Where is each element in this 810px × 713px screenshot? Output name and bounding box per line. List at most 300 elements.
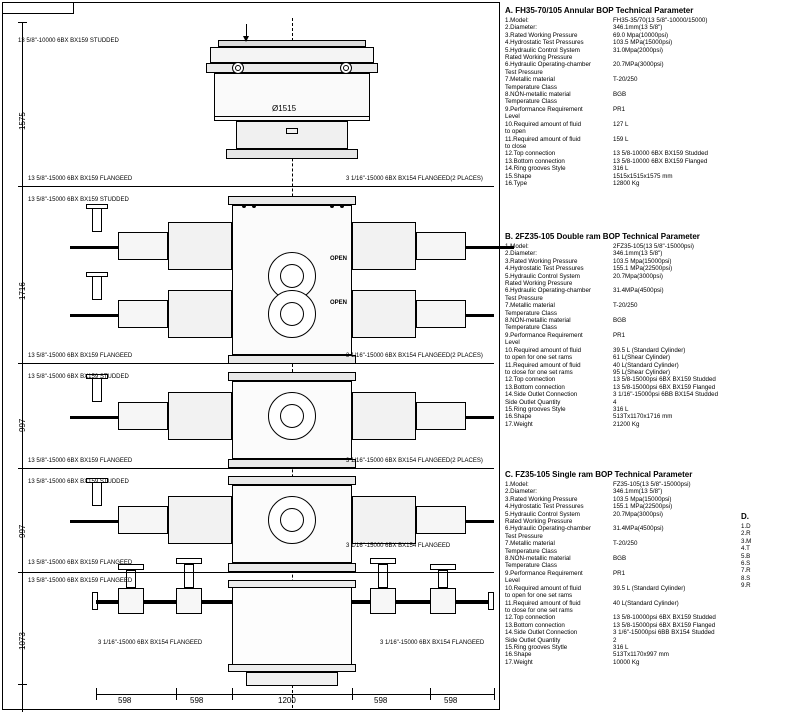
spec-value	[613, 113, 810, 120]
annotation-9: 3 1/16"-15000 6BX BX154 FLANGEED(2 PLACES)	[346, 458, 483, 464]
bottom-dim-598a: 598	[118, 696, 132, 705]
spec-value: 39.5 L (Standard Cylinder)	[613, 584, 686, 592]
spec-row	[505, 84, 810, 91]
spec-row	[505, 61, 810, 68]
double-bonnet-left-upper	[168, 222, 232, 270]
spec-value: 3 1/16"-15000psi 6BB BX154 Studded	[613, 391, 719, 399]
spec-row	[505, 54, 810, 61]
spec-row	[505, 637, 810, 644]
spec-value: 13 5/8-10000psi 6BX BX159 Studded	[613, 614, 716, 622]
spec-value: 31.4MPa(4500psi)	[613, 287, 664, 295]
spec-value: 103.5 MPa(15000psi)	[613, 39, 673, 47]
spec-value: FZ35-105(13 5/8"-15000psi)	[613, 481, 691, 488]
single1-bonnet-left	[168, 392, 232, 440]
left-outlet-pipe	[96, 600, 232, 604]
spec-row	[505, 258, 810, 265]
spec-key: 6.Hydraulic Operating-chamber	[505, 61, 591, 69]
spec-row	[505, 376, 810, 383]
diameter-dim-line	[214, 116, 370, 117]
double-cylinder-left-lower	[118, 300, 168, 328]
spec-row	[505, 481, 810, 488]
spec-row	[505, 496, 810, 503]
spec-key: 3.Rated Working Pressure	[505, 31, 578, 39]
spec-value: T-20/250	[613, 540, 638, 548]
spec-row	[505, 399, 810, 406]
spec-value: PR1	[613, 569, 626, 577]
spec-key: 3.Rated Working Pressure	[505, 495, 578, 503]
spec-value: 21200 Kg	[613, 420, 640, 428]
spec-row	[505, 413, 810, 420]
annotation-top-studded: 13 5/8"-10000 6BX BX159 STUDDED	[18, 38, 119, 44]
spec-key: 11.Required amount of fluid	[505, 599, 581, 607]
spool-bottom-flange	[228, 664, 356, 672]
spec-value: 13 5/8-15000psi 6BX BX159 Flanged	[613, 621, 716, 629]
spec-key: 1.Model:	[505, 481, 529, 488]
spec-key: Temperature Class	[505, 562, 557, 570]
spec-value: 10000 Kg	[613, 658, 640, 666]
spec-value: 39.5 L (Standard Cylinder)	[613, 346, 686, 354]
spec-row: 1.D	[741, 523, 751, 530]
single1-cylinder-right	[416, 402, 466, 430]
spec-row	[505, 98, 810, 105]
open-label-1: OPEN	[330, 256, 348, 262]
spec-row	[505, 629, 810, 636]
spec-row	[505, 614, 810, 621]
indicator-dot	[330, 204, 334, 208]
double-bonnet-left-lower	[168, 290, 232, 338]
spec-value: 316 L	[613, 165, 629, 173]
spec-row	[505, 287, 810, 294]
spec-key: 12.Top connection	[505, 150, 556, 158]
spec-key: to open	[505, 128, 526, 136]
spec-row	[505, 150, 810, 157]
bottom-dim-598d: 598	[444, 696, 458, 705]
section-divider-3	[24, 468, 494, 469]
spec-key: 10.Required amount of fluid	[505, 120, 582, 128]
double-stem-cap-left-lower	[86, 272, 108, 277]
annotation-7: 13 5/8"-15000 6BX BX159 FLANGEED	[28, 458, 133, 464]
spec-value	[613, 310, 810, 317]
bottom-dim-598b: 598	[190, 696, 204, 705]
dim-tick	[18, 684, 27, 685]
spec-value: 159 L	[613, 135, 629, 143]
spec-row	[505, 106, 810, 113]
gate-valve-left-1-handwheel	[118, 564, 144, 570]
single1-rod-left	[70, 416, 118, 419]
spec-value	[613, 143, 810, 150]
spec-key: Test Pressure	[505, 294, 543, 302]
annotation-11: 13 5/8"-15000 6BX BX159 FLANGEED	[28, 578, 133, 584]
spec-row	[505, 136, 810, 143]
spec-value: 31.0Mpa(2000psi)	[613, 46, 663, 54]
bottom-dim-tick	[232, 688, 233, 700]
spec-key: Rated Working Pressure	[505, 54, 573, 62]
annotation-8: 13 5/8"-15000 6BX BX159 STUDDED	[28, 479, 129, 485]
section-divider-1	[24, 186, 494, 187]
spec-row	[505, 47, 810, 54]
single1-stem-cap-left	[86, 374, 108, 379]
spec-row	[505, 384, 810, 391]
double-cylinder-right-upper	[416, 232, 466, 260]
spec-key: 9.Performance Requirement	[505, 105, 583, 113]
spec-key: 10.Required amount of fluid	[505, 584, 582, 592]
spec-row	[505, 421, 810, 428]
spec-key: 8.NON-metallic material	[505, 317, 571, 325]
spec-key: to close	[505, 142, 527, 150]
lifting-lug-hole-left	[235, 65, 241, 71]
spec-row	[505, 265, 810, 272]
gate-valve-right-1-body	[370, 588, 396, 614]
spec-key: 6.Hydraulic Operating-chamber	[505, 287, 591, 295]
spec-value: 155.1 MPa(22500psi)	[613, 265, 673, 273]
spec-row	[505, 659, 810, 666]
spec-key: 11.Required amount of fluid	[505, 135, 581, 143]
spec-row	[505, 76, 810, 83]
spec-key: to open for one set rams	[505, 592, 573, 600]
spec-row	[505, 143, 810, 150]
spec-row	[505, 180, 810, 187]
single1-cylinder-left	[118, 402, 168, 430]
spec-row	[505, 332, 810, 339]
spec-key: 3.Rated Working Pressure	[505, 257, 578, 265]
spec-key: 1.Model:	[505, 17, 529, 24]
spec-value: T-20/250	[613, 76, 638, 84]
spec-key: 15.Ring grooves Style	[505, 405, 566, 413]
spec-row	[505, 488, 810, 495]
spec-section-d-rows	[741, 523, 810, 590]
spec-value: BGB	[613, 91, 627, 99]
spec-key: 14.Ring grooves Style	[505, 165, 566, 173]
dim-tick	[18, 22, 27, 23]
spec-value: 316 L	[613, 643, 629, 651]
spec-row	[505, 165, 810, 172]
double-bore-inner	[280, 264, 304, 288]
spec-key: 5.Hydraulic Control System	[505, 510, 580, 518]
annular-body	[214, 73, 370, 121]
annotation-5: 13 5/8"-15000 6BX BX159 STUDDED	[28, 374, 129, 380]
annotation-left-outlet: 3 1/16"-15000 6BX BX154 FLANGEED	[98, 640, 203, 646]
spec-key: 14.Side Outlet Connection	[505, 391, 578, 399]
spec-section-a	[505, 6, 810, 187]
annotation-3: 3 1/16"-15000 6BX BX154 FLANGEED(2 PLACES)	[346, 176, 483, 182]
spec-value: 40 L(Standard Cylinder)	[613, 361, 679, 369]
spec-row	[505, 273, 810, 280]
spec-key: 5.Hydraulic Control System	[505, 46, 580, 54]
spec-value: 13 5/8-15000psi 6BX BX159 Studded	[613, 376, 716, 384]
single1-bottom-flange	[228, 459, 356, 468]
bottom-dim-tick	[494, 688, 495, 700]
spec-row	[505, 651, 810, 658]
double-bore-inner-2	[280, 302, 304, 326]
spec-value: 95 L(Shear Cylinder)	[613, 368, 671, 376]
spec-value: 12800 Kg	[613, 179, 640, 187]
bottom-dim-tick	[352, 688, 353, 700]
drilling-spool-body	[232, 580, 352, 672]
spec-value: 13 5/8-15000psi 6BX BX159 Flanged	[613, 383, 716, 391]
spec-key: Level	[505, 577, 520, 585]
spec-key: 12.Top connection	[505, 614, 556, 622]
bottom-dim-tick	[176, 688, 177, 700]
spec-section-c-heading: C. FZ35-105 Single ram BOP Technical Parameter	[505, 470, 693, 479]
spec-row	[505, 39, 810, 46]
title-marker-box	[2, 2, 74, 14]
spec-value: 346.1mm(13 5/8")	[613, 24, 663, 32]
single2-bonnet-right	[352, 496, 416, 544]
double-bonnet-right-upper	[352, 222, 416, 270]
single2-cylinder-right	[416, 506, 466, 534]
spec-section-b-heading: B. 2FZ35-105 Double ram BOP Technical Parameter	[505, 232, 700, 241]
spec-key: 4.Hydrostatic Test Pressures	[505, 39, 584, 47]
spec-key: 15.Ring grooves Stytle	[505, 643, 568, 651]
spec-row	[505, 310, 810, 317]
annotation-right-outlet: 3 1/16"-15000 6BX BX154 FLANGEED	[380, 640, 485, 646]
spec-value	[613, 98, 810, 105]
spec-key: 8.NON-metallic material	[505, 555, 571, 563]
single2-stem-left	[92, 482, 102, 506]
annular-bottom-flange	[226, 149, 358, 159]
spec-key: Rated Working Pressure	[505, 518, 573, 526]
spec-value: 31.4MPa(4500psi)	[613, 525, 664, 533]
spec-row: 2.R	[741, 530, 751, 538]
spec-value	[613, 69, 810, 76]
dim-1716: 1716	[18, 282, 27, 300]
spec-row	[505, 302, 810, 309]
spec-key: to close for one set rams	[505, 606, 573, 614]
spec-key: 7.Metallic material	[505, 540, 555, 548]
single2-stem-cap-left	[86, 478, 108, 483]
spec-row	[505, 406, 810, 413]
spec-key: 9.Performance Requirement	[505, 331, 583, 339]
spec-key: Rated Working Pressure	[505, 280, 573, 288]
gate-valve-right-2-body	[430, 588, 456, 614]
spec-key: 1.Model:	[505, 243, 529, 250]
spec-key: 11.Required amount of fluid	[505, 361, 581, 369]
spec-value	[613, 324, 810, 331]
spec-value	[613, 280, 810, 287]
spec-key: 10.Required amount of fluid	[505, 346, 582, 354]
spec-value: 513Tx1170x1716 mm	[613, 413, 673, 421]
spec-value: T-20/250	[613, 302, 638, 310]
spec-value: 513Tx1170x997 mm	[613, 651, 669, 659]
spec-row: 5.B	[741, 552, 751, 560]
arrow-head	[243, 36, 249, 42]
indicator-dot	[340, 204, 344, 208]
spec-key: Temperature Class	[505, 309, 557, 317]
spec-key: 8.NON-metallic material	[505, 91, 571, 99]
double-stem-left-lower	[92, 276, 102, 300]
spec-section-a-heading: A. FH35-70/105 Annular BOP Technical Parameter	[505, 6, 694, 15]
spec-value: 4	[613, 398, 617, 406]
annotation-12: 3 1/16"-15000 6BX BX154 FLANGEED	[346, 543, 451, 549]
spec-value: 316 L	[613, 405, 629, 413]
spec-value	[613, 84, 810, 91]
indicator-dot	[242, 204, 246, 208]
double-cylinder-right-lower	[416, 300, 466, 328]
spec-value	[613, 607, 810, 614]
spec-value: 2	[613, 636, 617, 644]
section-divider-4	[24, 572, 494, 573]
bottom-dim-tick	[430, 688, 431, 700]
spec-row	[505, 158, 810, 165]
spec-key: 2.Diameter:	[505, 24, 537, 32]
spec-row	[505, 644, 810, 651]
spec-row	[505, 503, 810, 510]
spool-top-flange	[228, 580, 356, 588]
spec-row	[505, 17, 810, 24]
spec-row	[505, 339, 810, 346]
section-divider-2	[24, 363, 494, 364]
spec-row	[505, 607, 810, 614]
spec-key: 17.Weight	[505, 420, 533, 428]
spec-key: Side Outlet Quantity	[505, 636, 561, 644]
spec-key: 4.Hydrostatic Test Pressures	[505, 265, 584, 273]
double-stem-cap-left-upper	[86, 204, 108, 209]
spec-section-a-rows	[505, 17, 810, 187]
spec-value: 13 5/8-10000 6BX BX159 Flanged	[613, 157, 708, 165]
spec-value: PR1	[613, 331, 626, 339]
left-end-flange	[92, 592, 98, 610]
spec-key: 6.Hydraulic Operating-chamber	[505, 525, 591, 533]
spec-value: PR1	[613, 105, 626, 113]
spec-key: 13.Bottom connection	[505, 383, 565, 391]
spec-row	[505, 243, 810, 250]
double-cylinder-left-upper	[118, 232, 168, 260]
spec-value: 127 L	[613, 120, 629, 128]
double-bonnet-right-lower	[352, 290, 416, 338]
spec-key: 16.Shape	[505, 413, 532, 421]
spec-row	[505, 354, 810, 361]
spec-row	[505, 600, 810, 607]
single1-rod-right	[466, 416, 494, 419]
lifting-lug-hole-right	[343, 65, 349, 71]
spec-row	[505, 317, 810, 324]
annular-port	[286, 128, 298, 134]
spec-value	[613, 128, 810, 135]
gate-valve-left-2-stem	[184, 564, 194, 588]
spec-key: 14.Side Outlet Connection	[505, 629, 578, 637]
spec-value: 69.0 Mpa(10000psi)	[613, 31, 669, 39]
single2-rod-left	[70, 520, 118, 523]
spec-value: 155.1 MPa(22500psi)	[613, 503, 673, 511]
spec-value: 2FZ35-105(13 5/8"-15000psi)	[613, 243, 694, 250]
spec-value: 40 L(Standard Cylinder)	[613, 599, 679, 607]
bottom-dim-line	[96, 694, 494, 695]
spec-row: 4.T	[741, 545, 750, 553]
single2-cylinder-left	[118, 506, 168, 534]
spec-value: 3 1/6"-15000psi 6BB BX154 Studded	[613, 629, 715, 637]
double-stem-left-upper	[92, 208, 102, 232]
spec-row	[505, 592, 810, 599]
spec-value: 61 L(Shear Cylinder)	[613, 354, 671, 362]
spec-value: 346.1mm(13 5/8")	[613, 488, 663, 496]
spec-section-b-rows	[505, 243, 810, 428]
spec-row	[505, 121, 810, 128]
spec-row	[505, 24, 810, 31]
double-rod-left-lower	[70, 314, 118, 317]
spec-row	[505, 113, 810, 120]
spec-value: 20.7Mpa(3000psi)	[613, 272, 663, 280]
spec-row	[505, 128, 810, 135]
spec-row	[505, 250, 810, 257]
spec-key: 7.Metallic material	[505, 302, 555, 310]
spec-key: 5.Hydraulic Control System	[505, 272, 580, 280]
annular-upper-body	[210, 47, 374, 63]
dim-1575: 1575	[18, 112, 27, 130]
single1-top-flange	[228, 372, 356, 381]
annotation-4: 13 5/8"-15000 6BX BX159 FLANGEED	[28, 353, 133, 359]
single2-top-flange	[228, 476, 356, 485]
dim-1073: 1073	[18, 632, 27, 650]
spec-row	[505, 69, 810, 76]
single1-bonnet-right	[352, 392, 416, 440]
spec-row	[505, 622, 810, 629]
bottom-dim-tick	[96, 688, 97, 700]
double-rod-right-lower	[466, 314, 494, 317]
gate-valve-right-1-handwheel	[370, 558, 396, 564]
spec-value	[613, 54, 810, 61]
spec-value: 20.7MPa(3000psi)	[613, 61, 664, 69]
double-top-flange	[228, 196, 356, 205]
spec-key: 7.Metallic material	[505, 76, 555, 84]
spec-row	[505, 362, 810, 369]
spec-row	[505, 280, 810, 287]
spec-key: 17.Weight	[505, 658, 533, 666]
spec-key: to close for one set rams	[505, 368, 573, 376]
single1-stem-left	[92, 378, 102, 402]
spec-key: Temperature Class	[505, 324, 557, 332]
annular-top-cap	[218, 40, 366, 47]
spec-row	[505, 391, 810, 398]
spec-key: Test Pressure	[505, 68, 543, 76]
spec-key: 16.Type	[505, 179, 528, 187]
spec-key: 2.Diameter:	[505, 250, 537, 258]
spec-row	[505, 91, 810, 98]
spec-key: Temperature Class	[505, 547, 557, 555]
dim-997a: 997	[18, 418, 27, 432]
spec-value: 103.5 Mpa(15000psi)	[613, 257, 672, 265]
spec-value: FH35-35/70(13 5/8"-10000/15000)	[613, 17, 708, 24]
annotation-10: 13 5/8"-15000 6BX BX159 FLANGEED	[28, 560, 133, 566]
gate-valve-left-2-body	[176, 588, 202, 614]
single2-bottom-flange	[228, 563, 356, 572]
spec-key: Temperature Class	[505, 98, 557, 106]
spec-key: 13.Bottom connection	[505, 157, 565, 165]
spec-row: 7.R	[741, 567, 751, 575]
spec-key: to open for one set rams	[505, 354, 573, 362]
spec-section-d	[741, 512, 810, 590]
spec-key: 12.Top connection	[505, 376, 556, 384]
bottom-dim-1200: 1200	[278, 696, 296, 705]
spec-key: 13.Bottom connection	[505, 621, 565, 629]
spec-key: 15.Shape	[505, 172, 532, 180]
gate-valve-left-1-body	[118, 588, 144, 614]
spec-row: 8.S	[741, 574, 751, 582]
spec-value	[613, 295, 810, 302]
spec-key: 4.Hydrostatic Test Pressures	[505, 503, 584, 511]
spec-row	[505, 347, 810, 354]
spec-panel	[505, 0, 810, 713]
gate-valve-right-2-handwheel	[430, 564, 456, 570]
annular-lower-body	[236, 121, 348, 149]
spec-row: 6.S	[741, 560, 751, 568]
spec-row	[505, 324, 810, 331]
spec-key: Level	[505, 113, 520, 121]
spec-value	[613, 339, 810, 346]
spec-value	[613, 592, 810, 599]
spec-value: BGB	[613, 555, 627, 563]
spec-key: Side Outlet Quantity	[505, 398, 561, 406]
spec-key: Temperature Class	[505, 83, 557, 91]
